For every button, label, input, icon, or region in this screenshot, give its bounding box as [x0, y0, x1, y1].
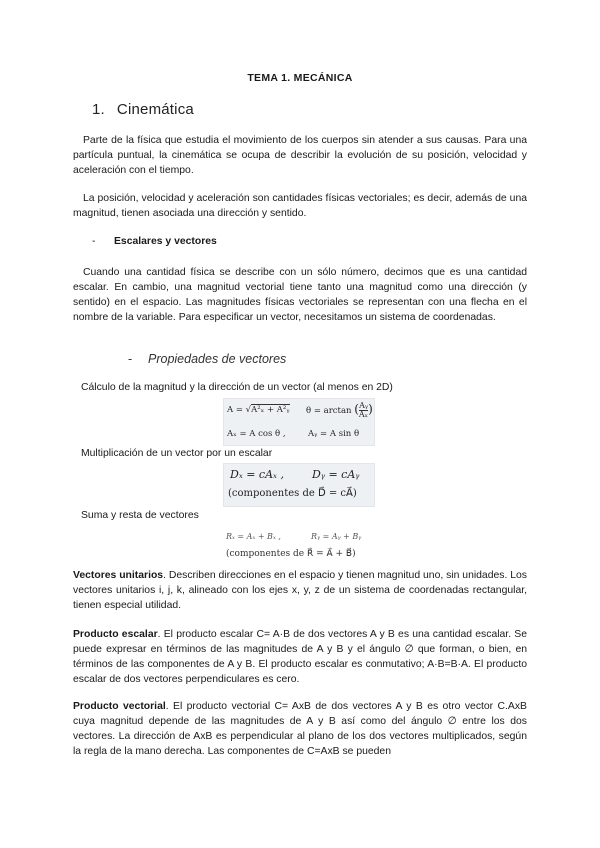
section-heading	[92, 101, 194, 118]
label-calculo: Cálculo de la magnitud y la dirección de un vector (al menos en 2D)	[81, 382, 393, 393]
bullet-dash: -	[92, 236, 96, 247]
term-producto-escalar: Producto escalar	[73, 629, 158, 640]
bullet-escalares-vectores	[92, 236, 217, 247]
frac-numerator: Aᵧ	[359, 401, 368, 410]
paragraph-vectorial	[73, 191, 527, 221]
eq-ay: Aᵧ = A sin θ	[308, 429, 360, 439]
eq-magnitude	[227, 405, 290, 415]
paragraph-intro	[73, 133, 527, 178]
eq-magnitude-lhs: A = √	[227, 405, 252, 415]
label-suma: Suma y resta de vectores	[81, 510, 199, 521]
section-number: 1.	[92, 101, 105, 118]
subsection-heading	[128, 352, 286, 366]
paragraph-escalar-vector	[73, 265, 527, 325]
paragraph-intro-text: Parte de la física que estudia el movimiento de los cuerpos sin atender a sus causas. Para una partícula puntual, la cinemática se ocupa de describir la evolución de su posición, velocidad y aceleración con el tiempo.	[73, 135, 527, 176]
eq-rx: Rₓ = Aₓ + Bₓ ,	[226, 532, 281, 541]
equation-scalar-multiplication	[223, 463, 375, 507]
term-producto-vectorial: Producto vectorial	[73, 701, 166, 712]
paragraph-producto-escalar-text: . El producto escalar C= A·B de dos vectores A y B es una cantidad escalar. Se puede expresar en términos de las magnitudes de A y B y el ángulo ∅ que forman, o bien, en términos de las componentes de A y B. El producto escalar es conmutativo; A·B=B·A. El producto escalar de dos vectores perpendiculares es cero.	[73, 629, 527, 685]
eq-components-d: (componentes de D⃗ = cA⃗)	[228, 488, 357, 499]
eq-magnitude-radicand: A²ₓ + A²ᵧ	[251, 405, 290, 415]
eq-direction: θ = arctan ( $\frac{\text{Aᵧ}}{\text{Aₓ}}$ )	[306, 401, 373, 419]
paragraph-vectores-unitarios-text: . Describen direcciones en el espacio y tienen magnitud uno, sin unidades. Los vectores unitarios i, j, k, alineado con los ejes x, y, z de un sistema de coordenadas rectangular, tienen especial utilidad.	[73, 570, 527, 611]
subsection-title: Propiedades de vectores	[148, 352, 287, 366]
eq-dx: Dₓ = cAₓ ,	[230, 468, 284, 481]
eq-ry: Rᵧ = Aᵧ + Bᵧ	[311, 532, 362, 541]
subsection-dash: -	[128, 352, 133, 366]
eq-direction-lhs: θ = arctan	[306, 406, 352, 416]
paragraph-producto-vectorial-text: . El producto vectorial C= AxB de dos vectores A y B es otro vector C.AxB cuya magnitud depende de las magnitudes de A y B así como del ángulo ∅ entre los dos vectores. La dirección de AxB es perpendicular al plano de los dos vectores multiplicados, según la regla de la mano derecha. Las componentes de C=AxB se pueden	[73, 701, 527, 757]
eq-components-r: (componentes de R⃗ = A⃗ + B⃗)	[226, 549, 356, 559]
equation-vector-addition	[223, 527, 375, 563]
frac-denominator: Aₓ	[358, 410, 369, 419]
paragraph-producto-escalar	[73, 627, 527, 687]
section-title: Cinemática	[116, 101, 194, 118]
paragraph-escalar-vector-text: Cuando una cantidad física se describe con un sólo número, decimos que es una cantidad escalar. En cambio, una magnitud vectorial tiene tanto una magnitud como una dirección (y sentido) en el espacio. Las magnitudes físicas vectoriales se representan con una flecha en el nombre de la variable. Para especificar un vector, necesitamos un sistema de coordenadas.	[73, 267, 527, 323]
paragraph-vectores-unitarios	[73, 568, 527, 613]
eq-dy: Dᵧ = cAᵧ	[312, 468, 360, 481]
equation-magnitude-direction	[223, 398, 375, 446]
term-vectores-unitarios: Vectores unitarios	[73, 570, 164, 581]
label-multiplicacion: Multiplicación de un vector por un escalar	[81, 448, 273, 459]
paragraph-vectorial-text: La posición, velocidad y aceleración son cantidades físicas vectoriales; es decir, además de una magnitud, tienen asociada una dirección y sentido.	[73, 193, 527, 219]
eq-direction-fraction	[359, 402, 368, 419]
paragraph-producto-vectorial	[73, 699, 527, 759]
bullet-label: Escalares y vectores	[114, 236, 217, 247]
page-title: TEMA 1. MECÁNICA	[247, 72, 353, 84]
eq-ax: Aₓ = A cos θ ,	[227, 429, 286, 439]
